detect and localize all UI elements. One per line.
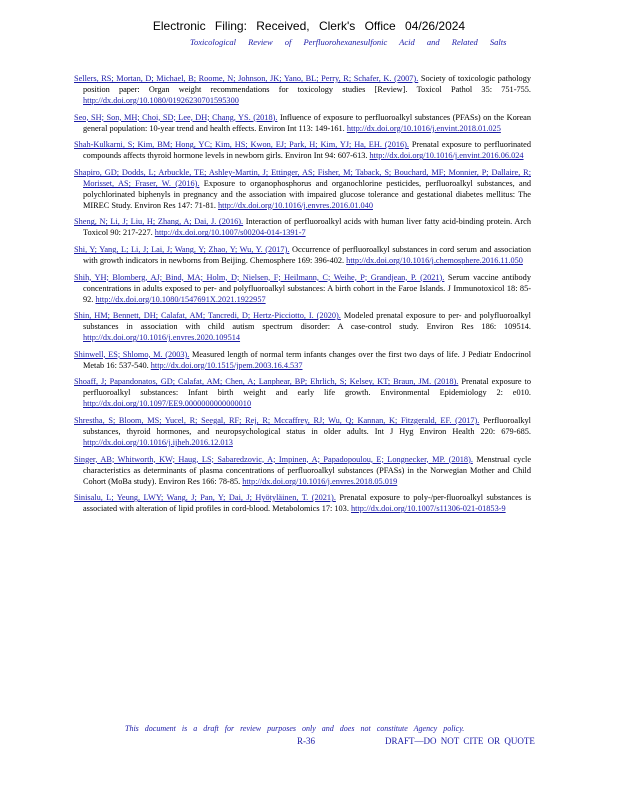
draft-disclaimer: This document is a draft for review purposes only and does not constitute Agency policy. <box>125 724 465 733</box>
reference-text <box>74 349 531 371</box>
reference-authors[interactable]: Shah-Kulkarni, S; Kim, BM; Hong, YC; Kim, HS; Kwon, EJ; Park, H; Kim, YJ; Ha, EH. (2016). <box>74 140 409 150</box>
doi-link[interactable]: http://dx.doi.org/10.1097/EE9.0000000000000010 <box>83 399 252 409</box>
reference-text <box>74 310 531 343</box>
reference-authors[interactable]: Shrestha, S; Bloom, MS; Yucel, R; Seegal, RF; Rej, R; Mccaffrey, RJ; Wu, Q; Kannan, K; Fitzgerald, EF. (2017). <box>74 415 480 425</box>
reference-text <box>74 454 531 487</box>
reference-authors[interactable]: Shoaff, J; Papandonatos, GD; Calafat, AM; Chen, A; Lanphear, BP; Ehrlich, S; Kelsey, KT; Braun, JM. (2018). <box>74 377 459 387</box>
reference-authors[interactable]: Shapiro, GD; Dodds, L; Arbuckle, TE; Ashley-Martin, J; Ettinger, AS; Fisher, M; Taback, S; Bouchard, MF; Monnier, P; Dallaire, R; Morisset, AS; Fraser, W. (2016). <box>74 167 531 188</box>
running-title: Toxicological Review of Perfluorohexanesulfonic Acid and Related Salts <box>190 37 507 47</box>
reference-citation: Prenatal exposure to perfluorinated compounds affects thyroid hormone levels in newborn girls. <box>83 140 531 161</box>
reference-citation: Prenatal exposure to perfluoroalkyl substances: Infant birth weight and early life growth. Environmental Epidemiology 2: e010. <box>83 377 531 398</box>
doi-link[interactable]: http://dx.doi.org/10.1080/01926230701595300 <box>83 96 239 105</box>
reference-citation: Chemosphere 169: 396-402. <box>249 255 345 265</box>
reference-citation: Interaction of perfluoroalkyl acids with human liver fatty acid-binding protein. Arch Toxicol 90: 217-227. <box>83 217 532 238</box>
reference-text <box>74 244 531 266</box>
reference-text <box>74 376 531 409</box>
reference-authors[interactable]: Singer, AB; Whitworth, KW; Haug, LS; Sabaredzovic, A; Impinen, A; Papadopoulou, E; Longnecker, MP. (2018). <box>74 454 473 464</box>
reference-text <box>74 415 531 448</box>
doi-link[interactable]: http://dx.doi.org/10.1007/s11306-021-01853-9 <box>350 504 506 514</box>
draft-notice: DRAFT—DO NOT CITE OR QUOTE <box>385 736 535 746</box>
reference-authors[interactable]: Shi, Y; Yang, L; Li, J; Lai, J; Wang, Y; Zhao, Y; Wu, Y. (2017). <box>74 244 290 254</box>
reference-text <box>74 216 531 238</box>
doi-link[interactable]: http://dx.doi.org/10.1016/j.envint.2018.01.025 <box>346 123 501 133</box>
reference-text <box>74 167 531 211</box>
doi-link[interactable]: http://dx.doi.org/10.1007/s00204-014-1391-7 <box>154 228 306 238</box>
reference-text <box>74 492 531 514</box>
reference-citation: Environ Int 113: 149-161. <box>258 123 345 133</box>
reference-citation: Environ Res 166: 78-85. <box>158 476 241 486</box>
filing-stamp: Electronic Filing: Received, Clerk's Office 04/26/2024 <box>152 19 466 33</box>
reference-citation: Occurrence of perfluoroalkyl substances in cord serum and association with growth indicators in newborns from Beijing. <box>83 244 532 265</box>
reference-citation: Measured length of normal term infants changes over the first two days of life. J Pediatr Endocrinol Metab 16: 537-540. <box>83 349 532 370</box>
reference-list <box>74 73 531 520</box>
reference-authors[interactable]: Shin, HM; Bennett, DH; Calafat, AM; Tancredi, D; Hertz-Picciotto, I. (2020). <box>74 311 341 321</box>
reference-authors[interactable]: Seo, SH; Son, MH; Choi, SD; Lee, DH; Chang, YS. (2018). <box>74 112 278 122</box>
doi-link[interactable]: http://dx.doi.org/10.1016/j.chemosphere.2016.11.050 <box>346 255 523 265</box>
reference-authors[interactable]: Shih, YH; Blomberg, AJ; Bind, MA; Holm, D; Nielsen, F; Heilmann, C; Weihe, P; Grandjean, P. (2021). <box>74 272 445 282</box>
reference-entry <box>74 216 531 238</box>
reference-entry <box>74 167 531 211</box>
reference-entry <box>74 139 531 161</box>
reference-citation: Prenatal exposure to poly-/per-fluoroalkyl substances is associated with alteration of lipid profiles in cord-blood. Metabolomics 17: 103. <box>83 493 531 514</box>
reference-citation: Serum vaccine antibody concentrations in adults exposed to per- and polyfluoroalkyl substances: A birth cohort in the Faroe Islands. J Immunotoxicol 18: 85-92. <box>83 272 531 304</box>
reference-entry <box>74 73 531 106</box>
reference-citation: Environ Res 147: 71-81. <box>134 200 216 210</box>
reference-text <box>74 112 531 134</box>
reference-text <box>74 272 531 305</box>
reference-entry <box>74 454 531 487</box>
doi-link[interactable]: http://dx.doi.org/10.1016/j.envres.2016.01.040 <box>218 200 373 210</box>
reference-authors[interactable]: Sinisalu, L; Yeung, LWY; Wang, J; Pan, Y; Dai, J; Hyötyläinen, T. (2021). <box>74 493 336 503</box>
reference-text <box>74 139 531 161</box>
reference-entry <box>74 310 531 343</box>
reference-citation: toxicology studies [Review]. Toxicol Pathol 35: 751-755. <box>297 85 531 94</box>
doi-link[interactable]: http://dx.doi.org/10.1080/1547691X.2021.1922957 <box>95 294 266 304</box>
page-number: R-36 <box>297 736 315 746</box>
doi-link[interactable]: http://dx.doi.org/10.1016/j.envres.2018.05.019 <box>242 476 398 486</box>
reference-authors[interactable]: Sheng, N; Li, J; Liu, H; Zhang, A; Dai, J. (2016). <box>74 217 244 227</box>
reference-text <box>74 73 531 106</box>
reference-citation: Environ Int 94: 607-613. <box>284 151 368 161</box>
reference-entry <box>74 272 531 305</box>
reference-entry <box>74 112 531 134</box>
reference-citation: Perfluoroalkyl substances, thyroid hormones, and neuropsychological status in older adults. Int J Hyg Environ Health 220: 679-685. <box>83 415 531 436</box>
doi-link[interactable]: http://dx.doi.org/10.1016/j.ijheh.2016.12.013 <box>83 437 233 447</box>
doi-link[interactable]: http://dx.doi.org/10.1016/j.envres.2020.109514 <box>83 333 241 343</box>
reference-entry <box>74 349 531 371</box>
reference-citation: Society of toxicologic pathology position paper: Organ weight recommendations for <box>83 74 531 94</box>
reference-citation: Menstrual cycle characteristics as determinants of plasma concentrations of perfluoroalkyl substances (PFASs) in the Norwegian Mother and Child Cohort (MoBa study). <box>83 454 532 486</box>
reference-citation: Exposure to organophosphorus and organochlorine pesticides, perfluoroalkyl substances, and polychlorinated biphenyls in pregnancy and the association with impaired glucose tolerance and gestational diabetes mellitus: The MIREC Study. <box>83 178 532 210</box>
reference-authors[interactable]: Sellers, RS; Mortan, D; Michael, B; Roome, N; Johnson, JK; Yano, BL; Perry, R; Schafer, K. (2007). <box>74 74 419 83</box>
reference-citation: Modeled prenatal exposure to per- and polyfluoroalkyl substances in association with child autism spectrum disorder: A case-control study. Environ Res 186: 109514. <box>83 311 531 332</box>
reference-entry <box>74 492 531 514</box>
reference-entry <box>74 415 531 448</box>
doi-link[interactable]: http://dx.doi.org/10.1515/jpem.2003.16.4.537 <box>150 360 303 370</box>
reference-entry <box>74 244 531 266</box>
reference-citation: Influence of exposure to perfluoroalkyl substances (PFASs) on the Korean general population: 10-year trend and health effects. <box>83 112 531 133</box>
reference-entry <box>74 376 531 409</box>
reference-authors[interactable]: Shinwell, ES; Shlomo, M. (2003). <box>74 349 190 359</box>
doi-link[interactable]: http://dx.doi.org/10.1016/j.envint.2016.06.024 <box>369 151 524 161</box>
